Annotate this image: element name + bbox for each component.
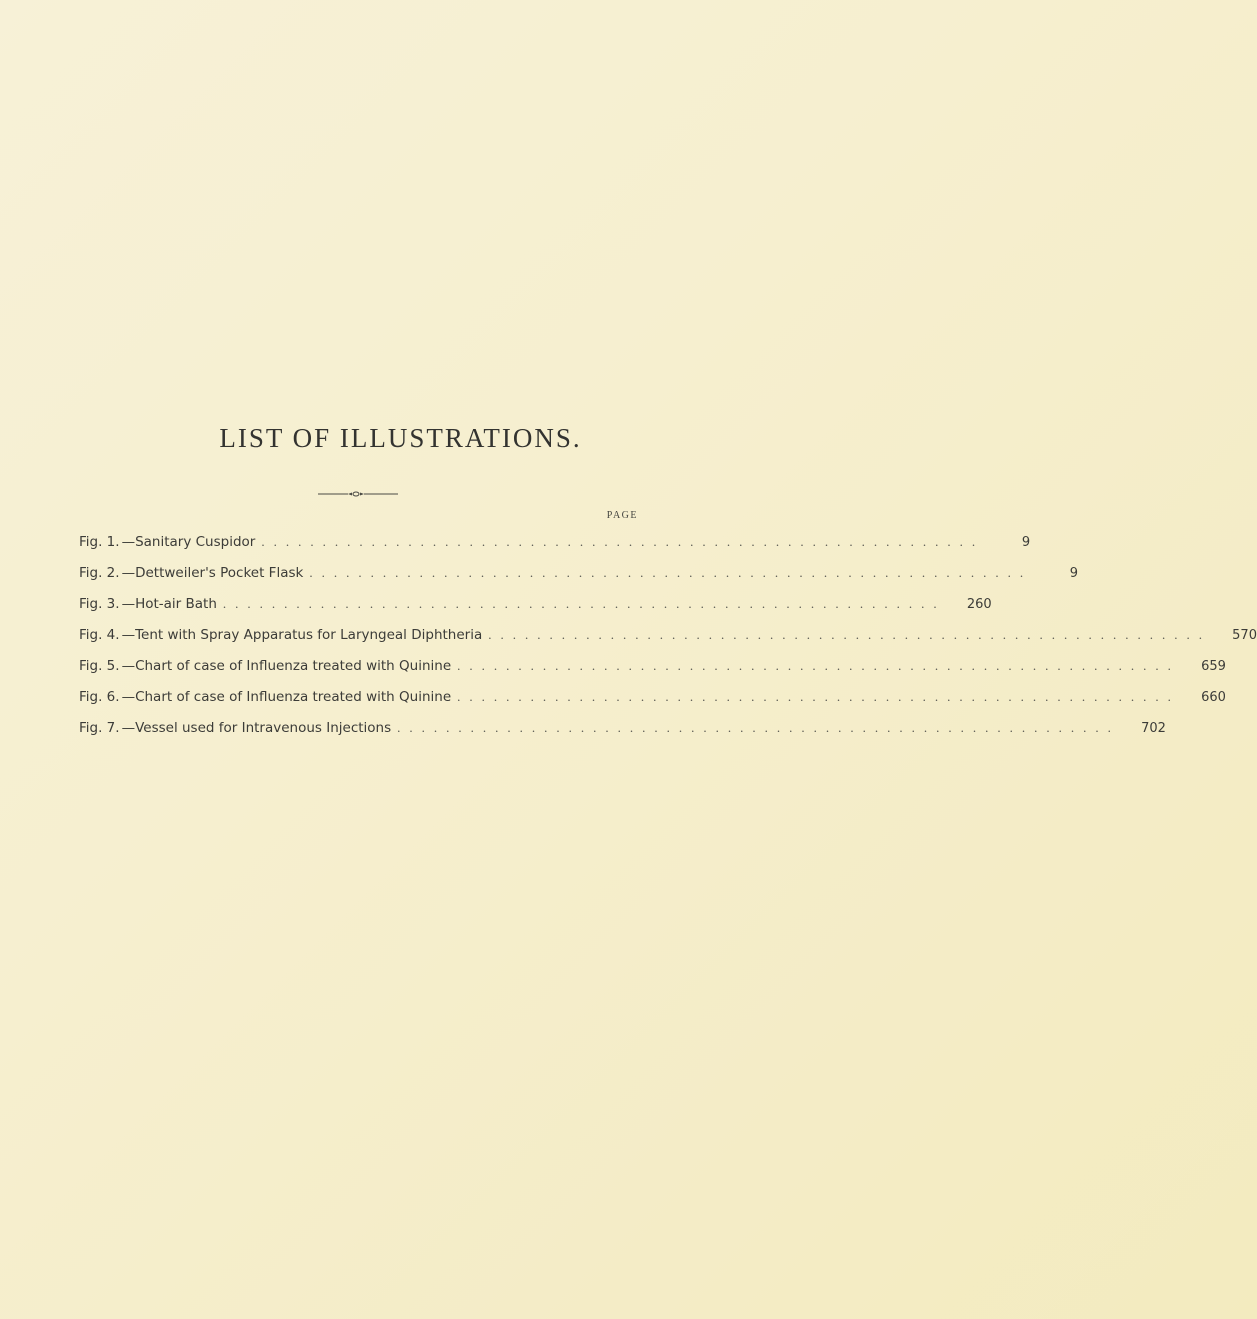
entry-label (79, 627, 482, 643)
list-item (79, 689, 1226, 720)
leader-dots: ........................................................... (309, 565, 1033, 580)
page-number: 702 (1141, 721, 1166, 736)
figure-caption: —Hot-air Bath (121, 596, 217, 612)
page-number: 260 (966, 597, 992, 612)
list-item (79, 534, 1031, 565)
page-column-header: PAGE (606, 510, 638, 521)
title-ornament-icon (318, 491, 398, 497)
list-item (79, 627, 1257, 658)
list-item (79, 596, 992, 627)
figure-number: Fig. 7. (79, 720, 120, 736)
list-item (79, 720, 1166, 751)
list-item (79, 658, 1226, 689)
figure-caption: —Sanitary Cuspidor (121, 534, 256, 550)
figure-caption: —Tent with Spray Apparatus for Laryngeal Diphtheria (121, 627, 483, 643)
figure-number: Fig. 1. (79, 534, 120, 550)
page-number: 9 (1021, 535, 1031, 550)
page-number: 9 (1069, 566, 1079, 581)
leader-dots: ........................................................... (222, 596, 946, 611)
leader-dots: ........................................................... (261, 534, 985, 549)
leader-dots: ........................................................... (457, 658, 1180, 673)
illustrations-list (79, 534, 1257, 751)
figure-number: Fig. 3. (79, 596, 120, 612)
figure-caption: —Chart of case of Influenza treated with Quinine (121, 658, 452, 674)
figure-number: Fig. 6. (79, 689, 120, 705)
entry-label (79, 596, 217, 612)
entry-label (79, 565, 303, 581)
entry-label (79, 534, 255, 550)
entry-label (79, 720, 391, 736)
page-number: 659 (1201, 659, 1226, 674)
list-item (79, 565, 1079, 596)
leader-dots: ........................................................... (488, 627, 1211, 642)
page-number: 660 (1201, 690, 1226, 705)
figure-caption: —Chart of case of Influenza treated with Quinine (121, 689, 452, 705)
page-title: LIST OF ILLUSTRATIONS. (219, 423, 582, 453)
figure-caption: —Vessel used for Intravenous Injections (121, 720, 392, 736)
figure-caption: —Dettweiler's Pocket Flask (121, 565, 304, 581)
figure-number: Fig. 5. (79, 658, 120, 674)
figure-number: Fig. 4. (79, 627, 120, 643)
entry-label (79, 658, 451, 674)
leader-dots: ........................................................... (397, 720, 1120, 735)
entry-label (79, 689, 451, 705)
figure-number: Fig. 2. (79, 565, 120, 581)
page-number: 570 (1232, 628, 1257, 643)
leader-dots: ........................................................... (457, 689, 1180, 704)
